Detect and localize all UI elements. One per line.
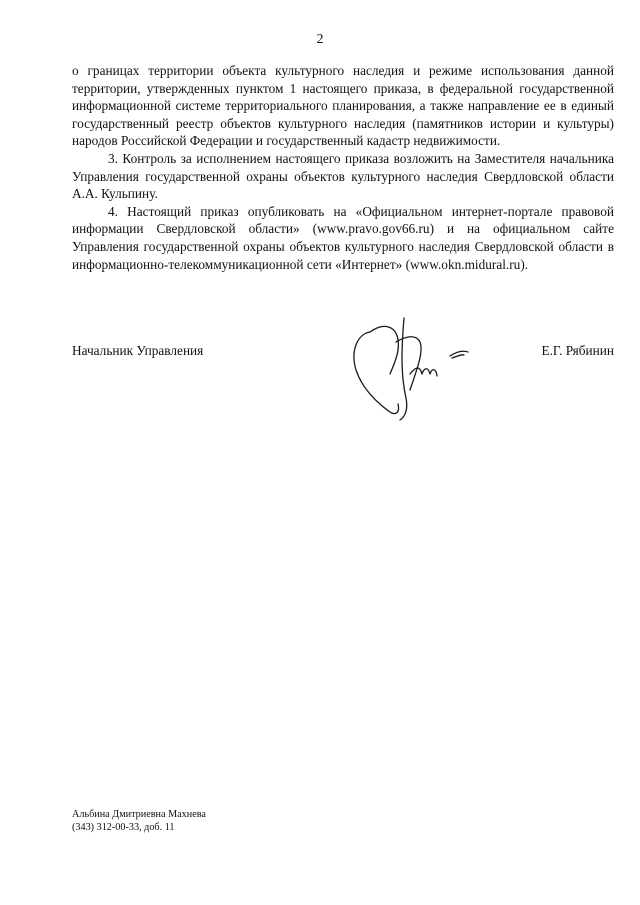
paragraph-item-4: 4. Настоящий приказ опубликовать на «Официальном интернет-портале правовой информации Свердловской области» (www.pravo.gov66.ru) и на официальном сайте Управления государственной охраны объектов культурного наследия Свердловской области в информационно-телекоммуникационной сети «Интернет» (www.okn.midural.ru). <box>72 203 614 272</box>
signatory-position: Начальник Управления <box>72 343 204 358</box>
executor-phone: (343) 312-00-33, доб. 11 <box>72 822 175 833</box>
page-number: 2 <box>316 32 324 47</box>
paragraph-continuation: о границах территории объекта культурного наследия и режиме использования данной территории, утвержденных пунктом 1 настоящего приказа, в федеральной государственной информационной системе территориального планирования, а также направление ее в единый государственный реестр объектов культурного наследия (памятников истории и культуры) народов Российской Федерации и государственный кадастр недвижимости. <box>72 63 614 149</box>
paragraph-item-3: 3. Контроль за исполнением настоящего приказа возложить на Заместителя начальника Управления государственной охраны объектов культурного наследия Свердловской области А.А. Кульпину. <box>72 150 614 202</box>
signatory-name: Е.Г. Рябинин <box>541 343 614 358</box>
executor-name: Альбина Дмитриевна Махнева <box>72 809 206 820</box>
handwritten-signature <box>340 312 480 427</box>
executor-info <box>72 808 206 834</box>
document-body <box>72 62 614 273</box>
